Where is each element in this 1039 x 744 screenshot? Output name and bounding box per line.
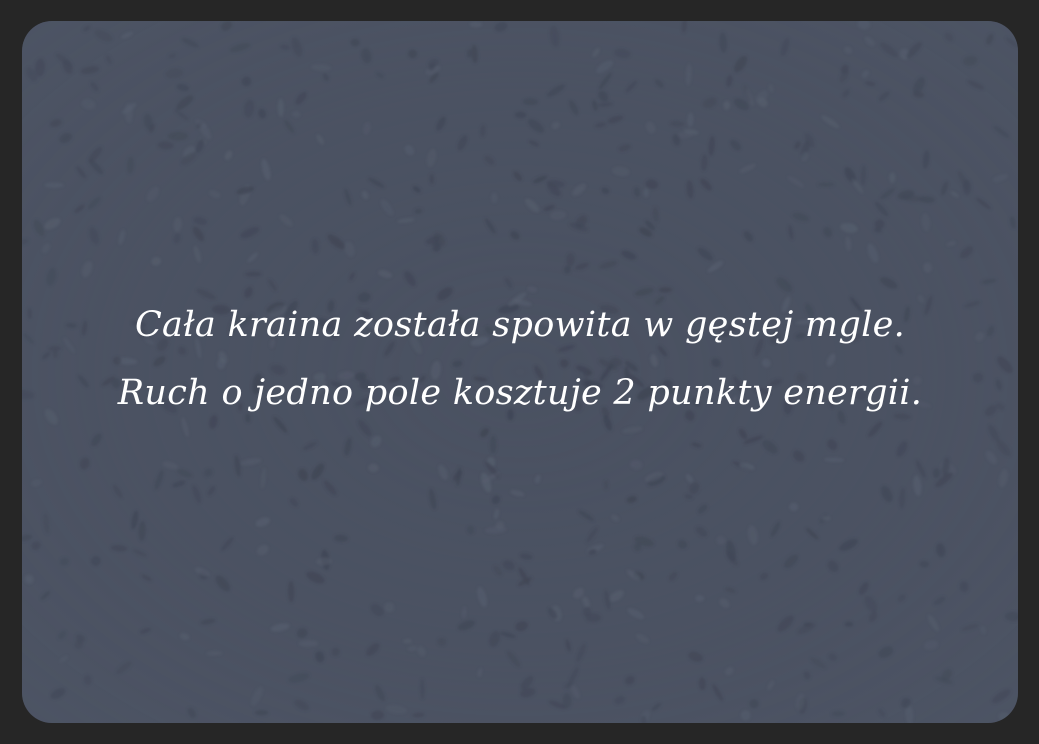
event-card <box>22 21 1018 723</box>
card-text-line-1: Cała kraina została spowita w gęstej mgle. <box>134 305 906 345</box>
card-text <box>22 291 1018 427</box>
card-text-line-2: Ruch o jedno pole kosztuje 2 punkty energii. <box>117 373 923 413</box>
